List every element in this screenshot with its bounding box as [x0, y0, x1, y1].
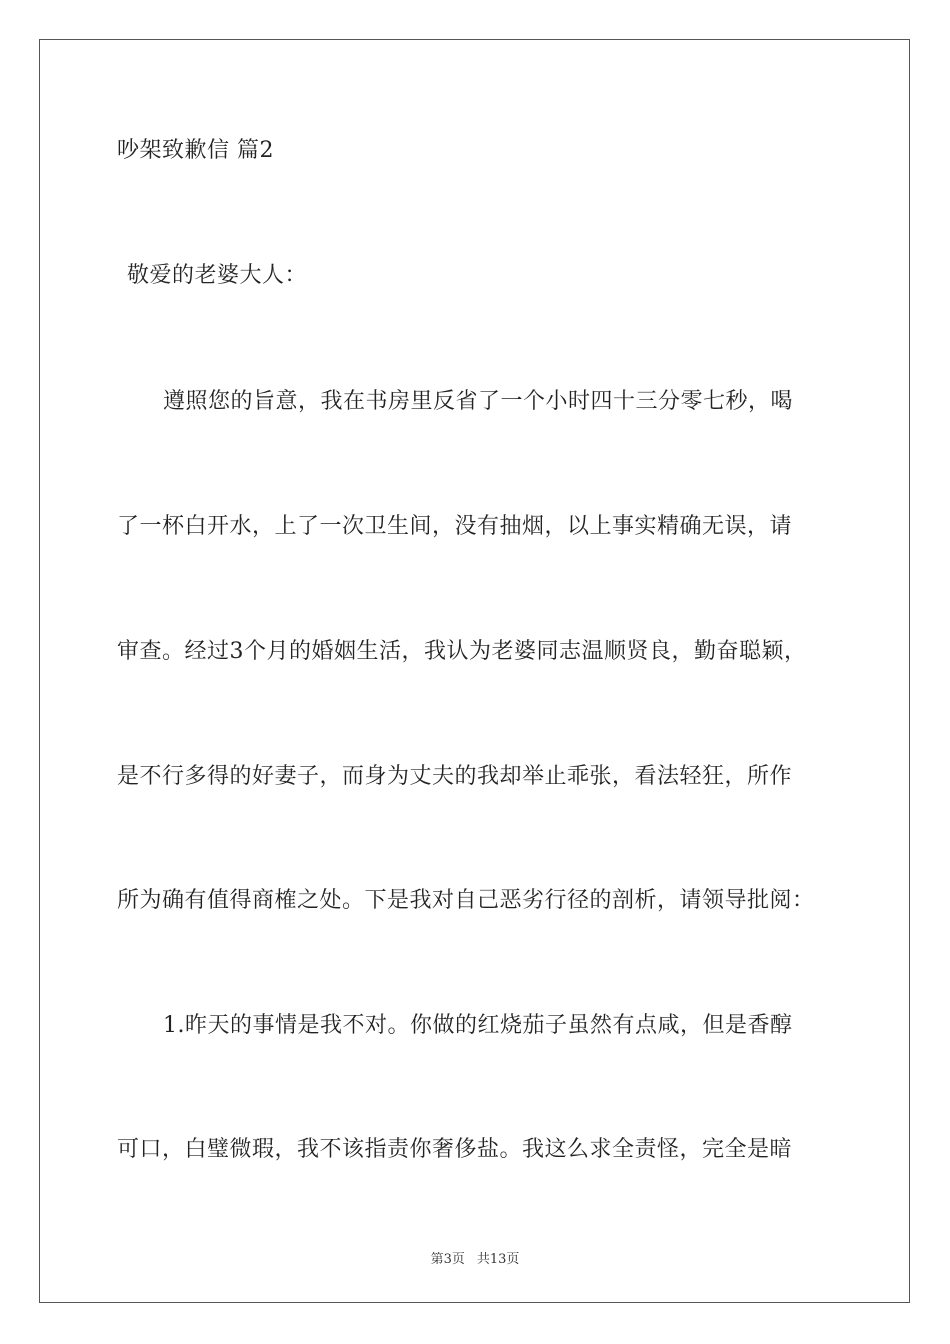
- page-number: 第3页: [430, 1252, 465, 1267]
- page-total: 共13页: [476, 1252, 520, 1267]
- page-footer: [0, 1248, 950, 1267]
- body-line: 所为确有值得商榷之处。下是我对自己恶劣行径的剖析，请领导批阅：: [117, 888, 815, 913]
- body-line: 1.昨天的事情是我不对。你做的红烧茄子虽然有点咸，但是香醇: [163, 1013, 793, 1038]
- body-line: 遵照您的旨意，我在书房里反省了一个小时四十三分零七秒，喝: [163, 389, 794, 414]
- page-frame: [39, 39, 910, 1303]
- body-line: 了一杯白开水，上了一次卫生间，没有抽烟，以上事实精确无误，请: [117, 514, 793, 539]
- body-line: 可口，白璧微瑕，我不该指责你奢侈盐。我这么求全责怪，完全是暗: [117, 1137, 793, 1162]
- document-title: 吵架致歉信 篇2: [117, 138, 274, 163]
- salutation: 敬爱的老婆大人：: [127, 263, 308, 288]
- body-line: 审查。经过3个月的婚姻生活，我认为老婆同志温顺贤良，勤奋聪颖，: [117, 639, 807, 664]
- body-line: 是不行多得的好妻子，而身为丈夫的我却举止乖张，看法轻狂，所作: [117, 764, 793, 789]
